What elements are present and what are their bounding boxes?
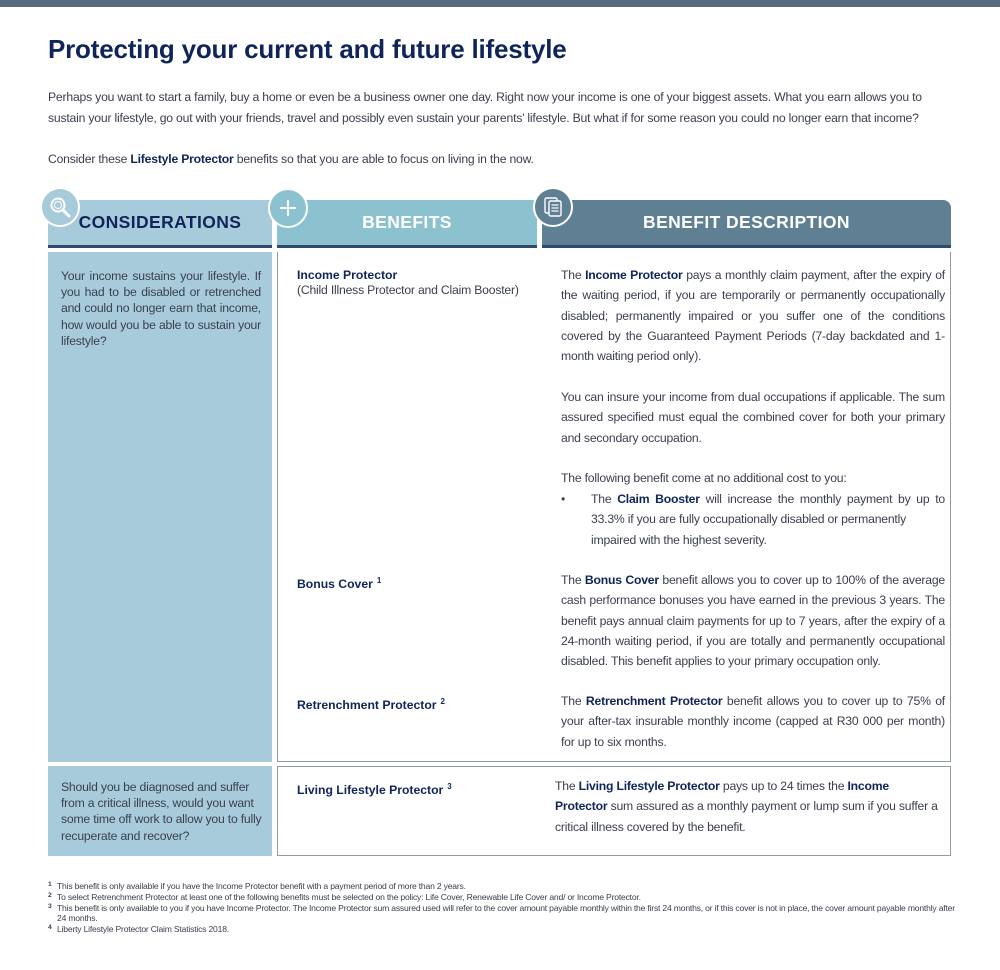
bonus-cover-footnote-ref: 1 (376, 576, 382, 585)
living-desc-pre: The (555, 779, 579, 793)
plus-icon (268, 188, 308, 228)
income-desc-strong: Income Protector (585, 268, 683, 282)
search-icon (40, 187, 80, 227)
footnote (48, 881, 958, 892)
footnote-number: 3 (48, 902, 52, 910)
footnote-number: 4 (48, 924, 52, 932)
claim-booster-strong: Claim Booster (617, 492, 700, 506)
footnote-text: Liberty Lifestyle Protector Claim Statistics 2018. (57, 924, 229, 935)
retrenchment-desc-post: benefit allows you to cover up to 75% of your after-tax insurable monthly income (capped at R30 000 per month) for up to six months. (561, 694, 945, 749)
footnote-number: 2 (48, 891, 52, 899)
bonus-desc-pre: The (561, 573, 585, 587)
considerations-cell-2 (48, 766, 272, 856)
bonus-desc-strong: Bonus Cover (584, 573, 659, 587)
living-desc-mid: pays up to 24 times the (719, 779, 848, 793)
income-protector-no-cost-note: The following benefit come at no additional cost to you: (561, 471, 847, 485)
document-icon (533, 187, 573, 227)
considerations-cell-1 (48, 252, 272, 762)
retrenchment-desc-strong: Retrenchment Protector (585, 694, 723, 708)
income-protector-name: Income Protector (297, 268, 398, 282)
income-desc-post: pays a monthly claim payment, after the expiry of the waiting period, if you are temporarily or permanently occupationally disabled; permanently impaired or you suffer one of the conditions covered by the Guaranteed Payment Periods (7-day backdated and 1-month waiting period only). (561, 268, 945, 364)
living-desc-strong-2: Income Protector (555, 779, 889, 814)
bonus-cover-name: Bonus Cover (297, 577, 373, 591)
income-protector-subtitle: (Child Illness Protector and Claim Booster) (297, 283, 519, 297)
considerations-header-label: CONSIDERATIONS (78, 212, 242, 232)
footnotes (48, 881, 958, 935)
consider-prefix: Consider these (48, 152, 131, 166)
benefit-name-bonus-cover (297, 573, 381, 592)
intro-paragraph: Perhaps you want to start a family, buy a home or even be a business owner one day. Right now your income is one of your biggest assets. What you earn allows you to sustain your lifestyle, go out with your friends, travel and possibly even sustain your parents’ lifestyle. But what if for some reason you could no longer earn that income? (48, 90, 922, 125)
living-lifestyle-footnote-ref: 3 (447, 782, 452, 791)
footnote (48, 924, 958, 935)
living-desc-post: sum assured as a monthly payment or lump sum if you suffer a critical illness covered by the benefit. (555, 799, 938, 834)
claim-booster-text (591, 489, 945, 550)
benefits-header-label: BENEFITS (362, 212, 452, 232)
retrenchment-desc-pre: The (561, 694, 586, 708)
page-title: Protecting your current and future lifestyle (48, 34, 567, 64)
bonus-cover-description (561, 570, 945, 671)
retrenchment-footnote-ref: 2 (440, 697, 445, 706)
benefit-name-living-lifestyle-protector (297, 779, 452, 798)
living-lifestyle-protector-name: Living Lifestyle Protector (297, 783, 444, 797)
footnote-text: This benefit is only available to you if you have Income Protector. The Income Protector sum assured used will refer to the cover amount payable monthly within the first 24 months, or if this cover is not in place, the cover amount payable monthly after 24 months. (57, 902, 955, 924)
claim-booster-pre: The (591, 492, 618, 506)
footnote-text: This benefit is only available if you have the Income Protector benefit with a payment period of more than 2 years. (57, 881, 466, 891)
bullet-marker: • (561, 492, 566, 506)
benefit-description-header (542, 200, 951, 248)
living-lifestyle-protector-description (555, 776, 941, 837)
consider-suffix: benefits so that you are able to focus on living in the now. (233, 152, 534, 166)
consider-line (48, 152, 534, 166)
footnote-number: 1 (48, 881, 52, 888)
consider-strong: Lifestyle Protector (130, 152, 234, 166)
income-desc-pre: The (561, 268, 586, 282)
claim-booster-line-1 (591, 489, 945, 509)
top-accent-bar (0, 0, 1000, 7)
footnote-text: To select Retrenchment Protector at least one of the following benefits must be selected on the policy: Life Cover, Renewable Life Cover and/ or Income Protector. (57, 891, 641, 902)
benefit-name-retrenchment-protector (297, 694, 445, 713)
benefit-description-header-label: BENEFIT DESCRIPTION (643, 212, 850, 232)
bonus-desc-post: benefit allows you to cover up to 100% of the average cash performance bonuses you have earned in the previous 3 years. The benefit pays annual claim payments for up to 7 years, after the expiry of a 24-month waiting period, if you are totally and permanently occupational disabled. This benefit applies to your primary occupation only. (561, 573, 945, 669)
consideration-text-1: Your income sustains your lifestyle. If you had to be disabled or retrenched and could no longer earn that income, how would you be able to sustain your lifestyle? (61, 269, 261, 348)
retrenchment-protector-description (561, 691, 945, 752)
income-protector-dual-occupation: You can insure your income from dual occupations if applicable. The sum assured specified must equal the combined cover for both your primary and secondary occupation. (561, 390, 945, 445)
consideration-text-2: Should you be diagnosed and suffer from a critical illness, would you want some time off work to allow you to fully recuperate and recover? (61, 780, 262, 843)
benefits-header (277, 200, 537, 248)
considerations-header (48, 200, 272, 248)
benefit-name-income-protector (297, 268, 519, 298)
retrenchment-protector-name: Retrenchment Protector (297, 698, 437, 712)
footnote (48, 892, 958, 903)
footnote (48, 903, 958, 925)
income-protector-description (561, 265, 945, 366)
claim-booster-post: will increase the monthly payment by up to (699, 492, 945, 506)
claim-booster-line-2: 33.3% if you are fully occupationally disabled or permanently impaired with the highest severity. (591, 512, 907, 547)
living-desc-strong: Living Lifestyle Protector (578, 779, 720, 793)
